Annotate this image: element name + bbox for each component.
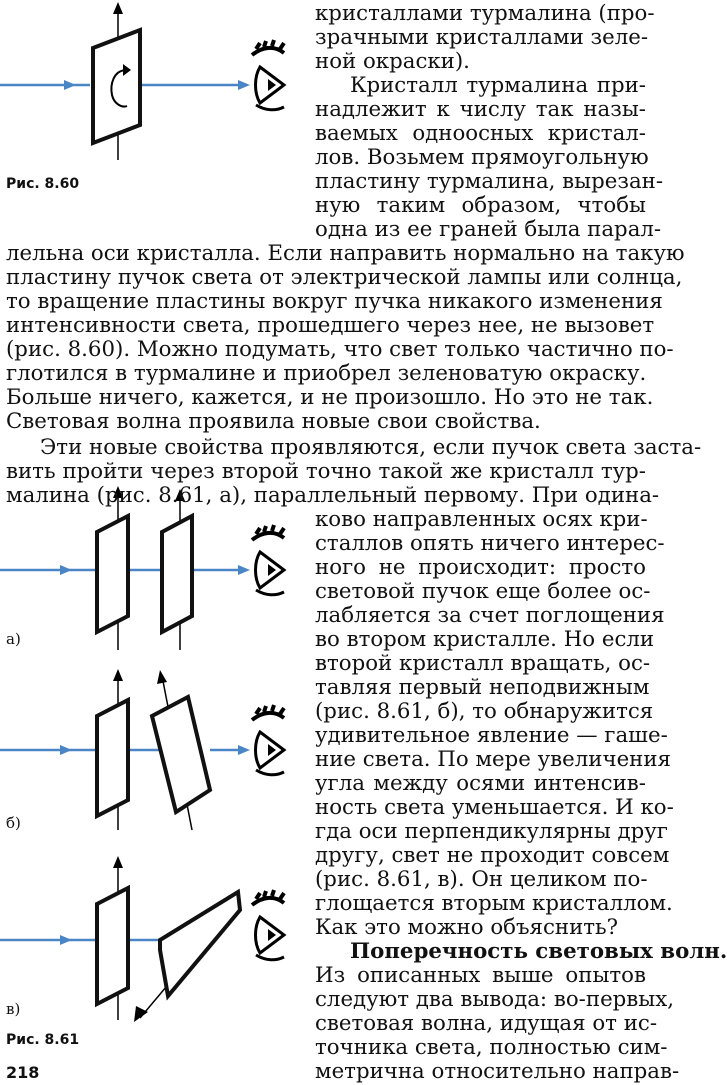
text-line: лабляется за счет поглощения: [315, 603, 665, 628]
tourmaline-plate: [160, 892, 240, 996]
text-line: ную таким образом, чтобы: [315, 193, 646, 218]
text-line: интенсивности света, прошедшего через нее, не вызовет: [6, 313, 655, 338]
text-line: зрачными кристаллами зеле-: [315, 25, 649, 50]
text-line: то вращение пластины вокруг пучка никакого изменения: [6, 289, 663, 314]
text-line: пластину турмалина, вырезан-: [315, 169, 664, 194]
text-line: Больше ничего, кажется, и не произошло. Но это не так.: [6, 385, 654, 410]
text-line: ние света. По мере увеличения: [315, 747, 671, 772]
text-line: световой пучок еще более ос-: [315, 579, 651, 604]
text-line: ной окраски).: [315, 49, 470, 74]
text-line: лельна оси кристалла. Если направить нормально на такую: [6, 241, 685, 266]
axis-arrow: [134, 1006, 148, 1022]
text-line: ково направленных осях кри-: [315, 507, 648, 532]
tourmaline-plate: [97, 888, 128, 1004]
text-line: Эти новые свойства проявляются, если пучок света застa-: [40, 435, 702, 460]
text-line: лов. Возьмем прямоугольную: [315, 145, 649, 170]
text-line: метрична относительно направ-: [315, 1059, 680, 1084]
text-line: глотился в турмалине и приобрел зеленоватую окраску.: [6, 361, 647, 386]
text-line: Из описанных выше опытов: [315, 963, 646, 988]
beam-arrow: [60, 935, 72, 945]
subfigure-label-b: б): [6, 814, 21, 832]
text-line: следуют два вывода: во-первых,: [315, 987, 675, 1012]
text-line: тавляя первый неподвижным: [315, 675, 650, 700]
text-line: ного не происходит: просто: [315, 555, 646, 580]
text-line: Кристалл турмалина при-: [350, 73, 646, 98]
text-line: Как это можно объяснить?: [315, 915, 619, 940]
text-line: вить пройти через второй точно такой же кристалл тур-: [6, 459, 646, 484]
text-line: точника света, полностью сим-: [315, 1035, 668, 1060]
text-line: сталлов опять ничего интерес-: [315, 531, 665, 556]
text-line: надлежит к числу так назы-: [315, 97, 646, 122]
section-heading: Поперечность световых волн.: [350, 939, 727, 964]
figure-caption-8-61: Рис. 8.61: [6, 1032, 80, 1048]
text-line: во втором кристалле. Но если: [315, 627, 655, 652]
page-number: 218: [6, 1063, 40, 1082]
text-line: (рис. 8.61, в). Он целиком по-: [315, 867, 648, 892]
text-line: кристаллами турмалина (про-: [315, 1, 655, 26]
text-line: глощается вторым кристаллом.: [315, 891, 673, 916]
text-line: второй кристалл вращать, ос-: [315, 651, 651, 676]
text-line: другу, свет не проходит совсем: [315, 843, 670, 868]
figure-caption-8-60: Рис. 8.60: [6, 176, 80, 192]
text-line: гда оси перпендикулярны друг: [315, 819, 668, 844]
text-line: пластину пучок света от электрической лампы или солнца,: [6, 265, 683, 290]
subfigure-label-c: в): [6, 1000, 21, 1018]
text-line: одна из ее граней была парал-: [315, 217, 662, 242]
text-line: Световая волна проявила новые свои свойства.: [6, 409, 541, 434]
text-line: ность света уменьшается. И ко-: [315, 795, 674, 820]
text-line: ваемых одноосных кристал-: [315, 121, 646, 146]
text-line: удивительное явление — гаше-: [315, 723, 668, 748]
text-line: угла между осями интенсив-: [315, 771, 646, 796]
text-line: (рис. 8.60). Можно подумать, что свет только частично по-: [6, 337, 674, 362]
eye-icon: [252, 890, 284, 960]
axis-arrow: [113, 856, 123, 868]
text-line: световая волна, идущая от ис-: [315, 1011, 658, 1036]
text-line: (рис. 8.61, б), то обнаружится: [315, 699, 654, 724]
text-line: малина (рис. 8.61, а), параллельный первому. При одина-: [6, 483, 660, 508]
subfigure-label-a: а): [6, 630, 21, 648]
